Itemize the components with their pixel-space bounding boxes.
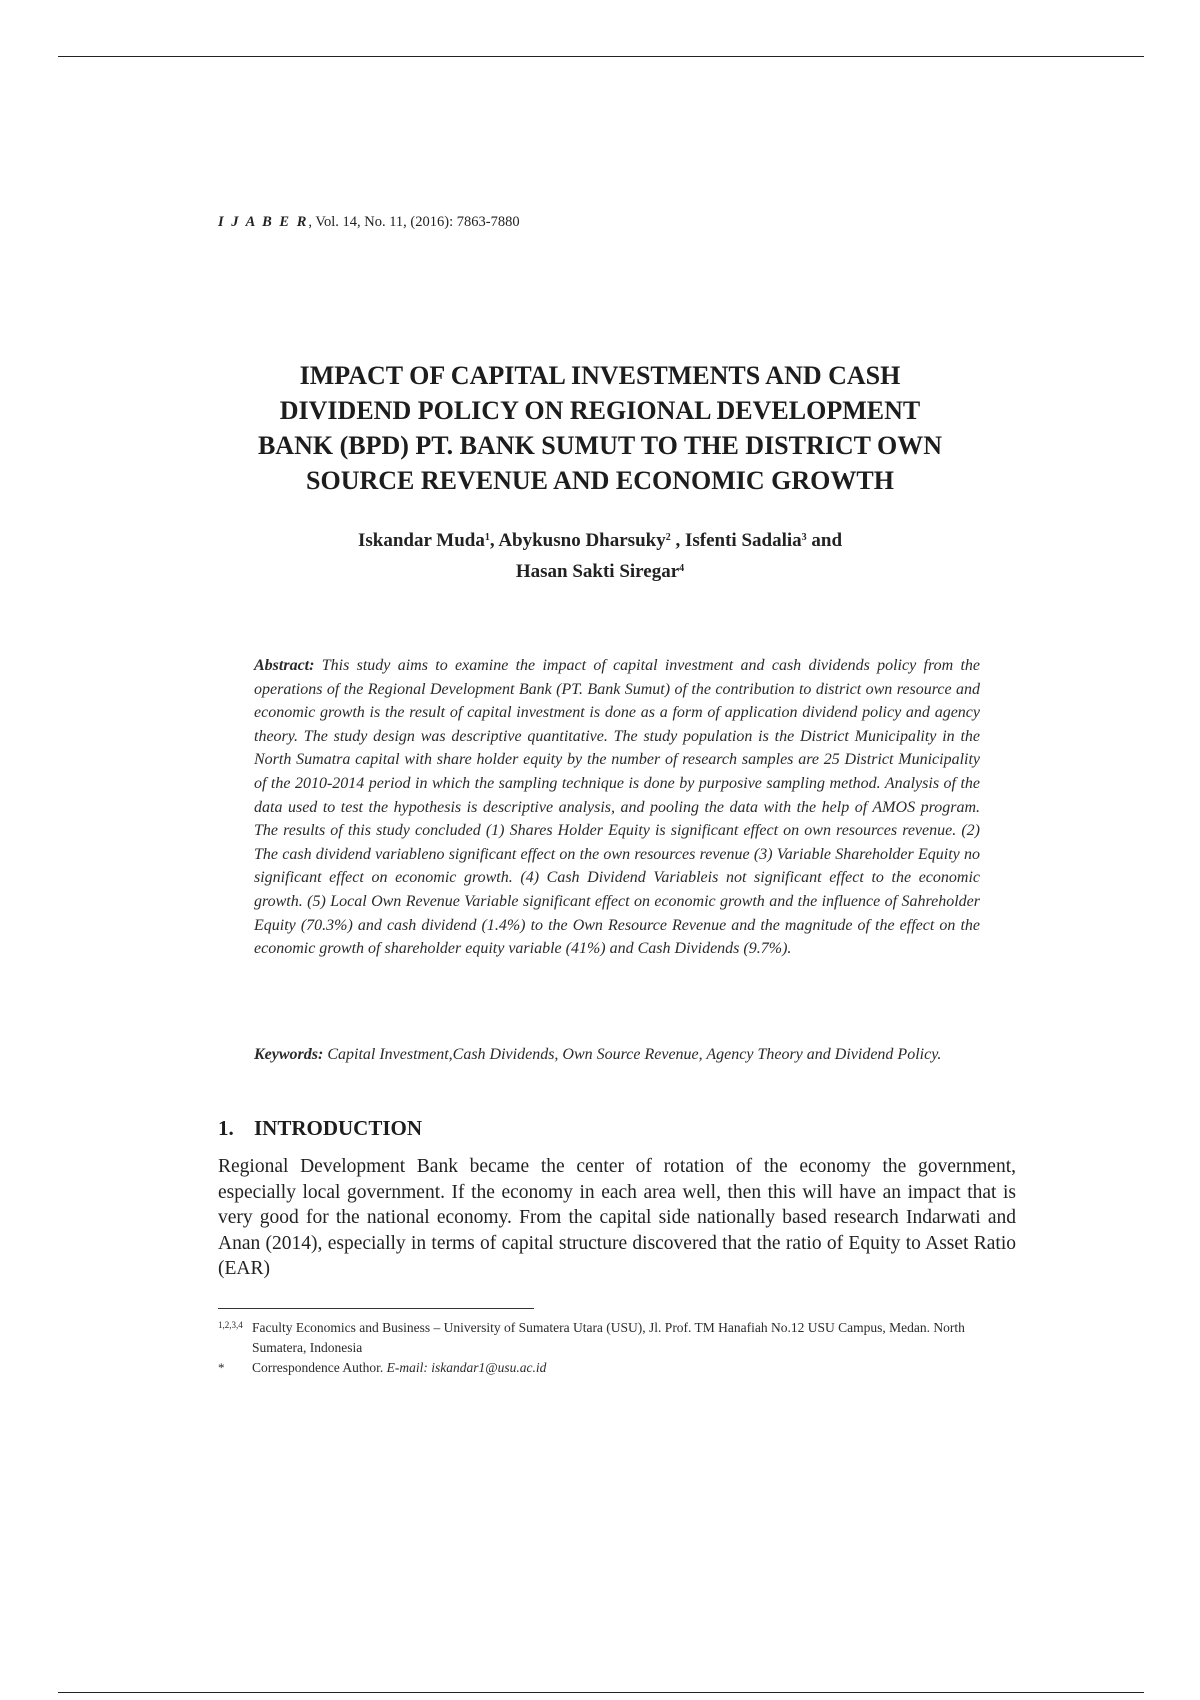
correspondence-email: E-mail: iskandar1@usu.ac.id: [386, 1360, 547, 1375]
abstract-label: Abstract:: [254, 657, 315, 674]
author-name: , Isfenti Sadalia: [670, 530, 802, 551]
abstract: [254, 654, 980, 961]
author-name: , Abykusno Dharsuky: [489, 530, 666, 551]
abstract-text: This study aims to examine the impact of capital investment and cash dividends policy from the operations of the Regional Development Bank (PT. Bank Sumut) of the contribution to district own resource and economic growth is the result of capital investment is done as a form of application dividend policy and agency theory. The study design was descriptive quantitative. The study population is the District Municipality in the North Sumatra capital with share holder equity by the number of research samples are 25 District Municipality of the 2010-2014 period in which the sampling technique is done by purposive sampling method. Analysis of the data used to test the hypothesis is descriptive analysis, and pooling the data with the help of AMOS program. The results of this study concluded (1) Shares Holder Equity is significant effect on own resources revenue. (2) The cash dividend variableno significant effect on the own resources revenue (3) Variable Shareholder Equity no significant effect on economic growth. (4) Cash Dividend Variableis not significant effect to the economic growth. (5) Local Own Revenue Variable significant effect on economic growth and the influence of Sahreholder Equity (70.3%) and cash dividend (1.4%) to the Own Resource Revenue and the magnitude of the effect on the economic growth of shareholder equity variable (41%) and Cash Dividends (9.7%).: [254, 657, 980, 958]
footnote-mark: 1,2,3,4: [218, 1320, 243, 1330]
author-list: [200, 524, 1000, 586]
journal-volume: , Vol. 14, No. 11, (2016): 7863-7880: [308, 214, 520, 230]
footnote-text: Faculty Economics and Business – University of Sumatera Utara (USU), Jl. Prof. TM Hanafiah No.12 USU Campus, Medan. North Sumatera, Indonesia: [252, 1320, 965, 1355]
keywords-label: Keywords:: [254, 1046, 324, 1063]
author-affiliation-mark: 1: [484, 532, 490, 543]
author-line-2: [200, 555, 1000, 586]
footnote-correspondence: [218, 1358, 1018, 1378]
author-affiliation-mark: 3: [801, 532, 807, 543]
title-line: IMPACT OF CAPITAL INVESTMENTS AND CASH: [299, 361, 901, 390]
footnote-affiliation: [218, 1318, 1018, 1358]
author-affiliation-mark: 4: [679, 563, 685, 574]
title-line: SOURCE REVENUE AND ECONOMIC GROWTH: [306, 466, 894, 495]
section-heading: [218, 1116, 422, 1141]
author-name: Hasan Sakti Siregar: [515, 561, 680, 582]
keywords-text: Capital Investment,Cash Dividends, Own Source Revenue, Agency Theory and Dividend Policy.: [323, 1046, 942, 1063]
journal-citation: [218, 214, 520, 231]
footnote-mark: *: [218, 1360, 225, 1375]
footnotes: [218, 1318, 1018, 1378]
paper-title: [200, 358, 1000, 498]
footnote-rule: [218, 1308, 534, 1309]
section-number: 1.: [218, 1116, 234, 1140]
bottom-rule: [58, 1692, 1144, 1693]
section-title: INTRODUCTION: [254, 1116, 423, 1140]
author-conjunction: and: [806, 530, 843, 551]
footnote-text: Correspondence Author.: [252, 1360, 387, 1375]
top-rule: [58, 56, 1144, 57]
keywords: [254, 1043, 980, 1067]
title-line: BANK (BPD) PT. BANK SUMUT TO THE DISTRICT OWN: [257, 431, 943, 460]
author-affiliation-mark: 2: [665, 532, 671, 543]
title-line: DIVIDEND POLICY ON REGIONAL DEVELOPMENT: [279, 396, 921, 425]
author-line-1: [200, 524, 1000, 555]
author-name: Iskandar Muda: [357, 530, 485, 551]
introduction-paragraph: Regional Development Bank became the center of rotation of the economy the government, especially local government. If the economy in each area well, then this will have an impact that is very good for the national economy. From the capital side nationally based research Indarwati and Anan (2014), especially in terms of capital structure discovered that the ratio of Equity to Asset Ratio (EAR): [218, 1156, 1016, 1279]
journal-name: I J A B E R: [218, 214, 309, 230]
